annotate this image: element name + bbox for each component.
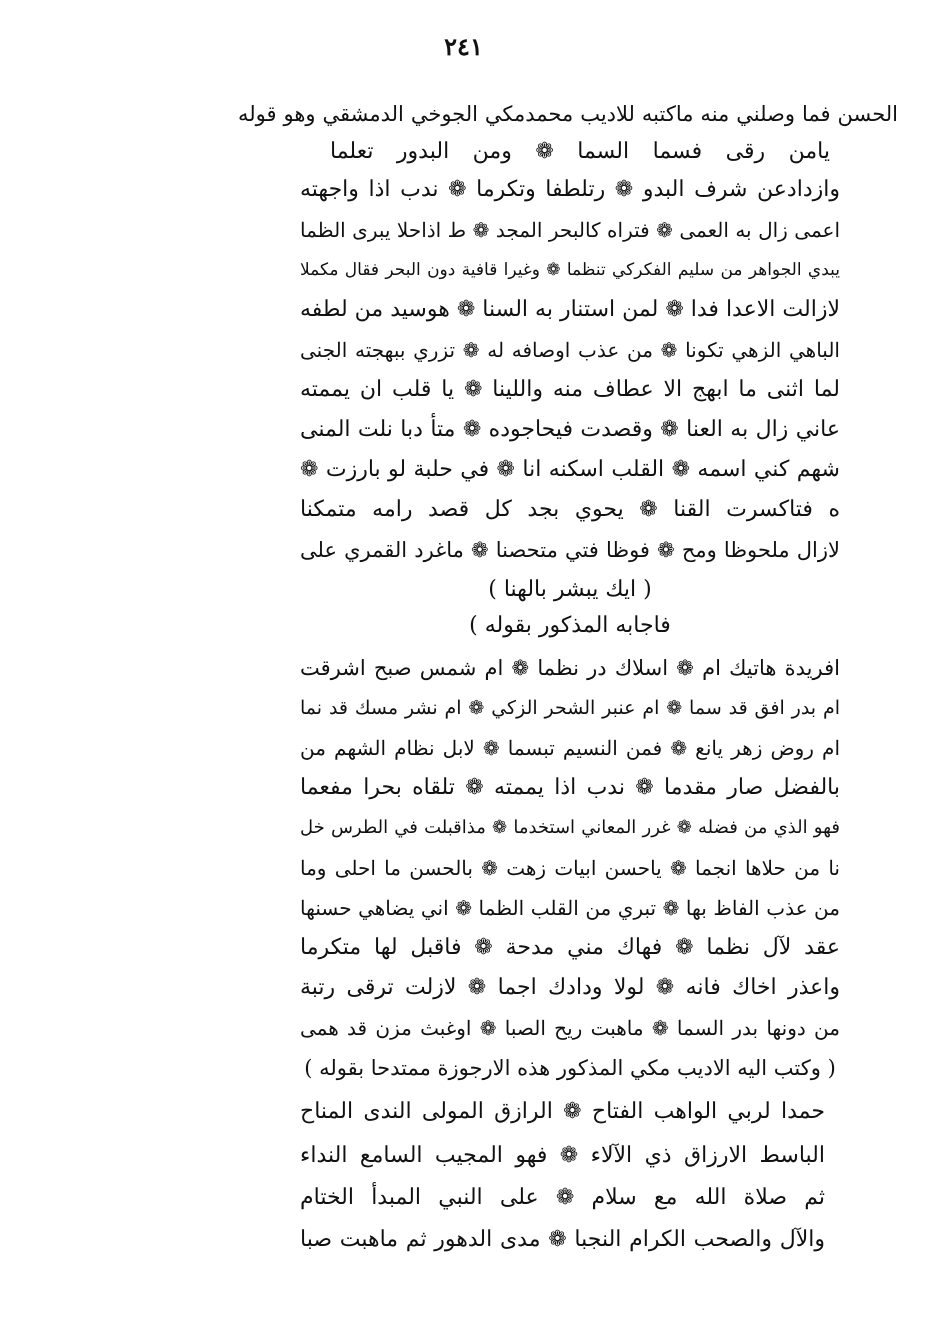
page-number: ٢٤١ <box>444 32 483 61</box>
text-line: بالفضل صار مقدما ❁ ندب اذا يممته ❁ تلقاه بحرا مفعما <box>300 775 840 800</box>
text-line: اعمى زال به العمى ❁ فتراه كالبحر المجد ❁ ط اذاحلا يبرى الظما <box>300 218 840 242</box>
text-line: الحسن فما وصلني منه ماكتبه للاديب محمدمكي الجوخي الدمشقي وهو قوله <box>238 102 898 126</box>
text-line: ام بدر افق قد سما ❁ ام عنبر الشحر الزكي ❁ ام نشر مسك قد نما <box>300 697 840 719</box>
text-line: ( ايك يبشر بالهنا ) <box>488 577 652 602</box>
text-line: لما اثنى ما ابهج الا عطاف منه واللينا ❁ يا قلب ان يممته <box>300 377 840 402</box>
text-line: من دونها بدر السما ❁ ماهبت ريح الصبا ❁ اوغبث مزن قد همى <box>300 1016 840 1040</box>
text-line: الباسط الارزاق ذي الآلاء ❁ فهو المجيب السامع النداء <box>300 1143 825 1168</box>
text-line: ه فتاكسرت القنا ❁ يحوي بجد كل قصد رامه متمكنا <box>300 497 840 522</box>
text-line: ( وكتب اليه الاديب مكي المذكور هذه الارجوزة ممتدحا بقوله ) <box>304 1056 836 1080</box>
text-line: الباهي الزهي تكونا ❁ من عذب اوصافه له ❁ تزري ببهجته الجنى <box>300 338 840 362</box>
text-line: حمدا لربي الواهب الفتاح ❁ الرازق المولى الندى المناح <box>300 1099 825 1124</box>
text-line: ثم صلاة الله مع سلام ❁ على النبي المبدأ الختام <box>300 1185 825 1210</box>
text-line: والآل والصحب الكرام النجبا ❁ مدى الدهور ثم ماهبت صبا <box>300 1227 825 1252</box>
text-line: يبدي الجواهر من سليم الفكركي تنظما ❁ وغيرا قافية دون البحر فقال مكملا <box>300 260 840 280</box>
text-line: لازالت الاعدا فدا ❁ لمن استنار به السنا ❁ هوسيد من لطفه <box>300 297 840 322</box>
text-line: عاني زال به العنا ❁ وقصدت فيحاجوده ❁ متأ دبا نلت المنى <box>300 417 840 442</box>
text-line: افريدة هاتيك ام ❁ اسلاك در نظما ❁ ام شمس صبح اشرقت <box>300 656 840 680</box>
text-line: فاجابه المذكور بقوله ) <box>469 613 671 638</box>
text-line: نا من حلاها انجما ❁ ياحسن ابيات زهت ❁ بالحسن ما احلى وما <box>300 856 840 880</box>
text-line: وازدادعن شرف البدو ❁ رتلطفا وتكرما ❁ ندب اذا واجهته <box>300 177 840 202</box>
text-line: ام روض زهر يانع ❁ فمن النسيم تبسما ❁ لابل نظام الشهم من <box>300 736 840 760</box>
text-line: واعذر اخاك فانه ❁ لولا ودادك اجما ❁ لازلت ترقى رتبة <box>300 975 840 1000</box>
text-line: يامن رقى فسما السما ❁ ومن البدور تعلما <box>330 139 830 164</box>
text-line: عقد لآل نظما ❁ فهاك مني مدحة ❁ فاقبل لها متكرما <box>300 935 840 960</box>
text-line: فهو الذي من فضله ❁ غرر المعاني استخدما ❁ مذاقبلت في الطرس خل <box>300 817 840 838</box>
text-line: شهم كني اسمه ❁ القلب اسكنه انا ❁ في حلبة لو بارزت ❁ <box>300 457 840 482</box>
text-line: من عذب الفاظ بها ❁ تبري من القلب الظما ❁ اني يضاهي حسنها <box>300 896 840 920</box>
text-line: لازال ملحوظا ومح ❁ فوظا فتي متحصنا ❁ ماغرد القمري على <box>300 538 840 562</box>
